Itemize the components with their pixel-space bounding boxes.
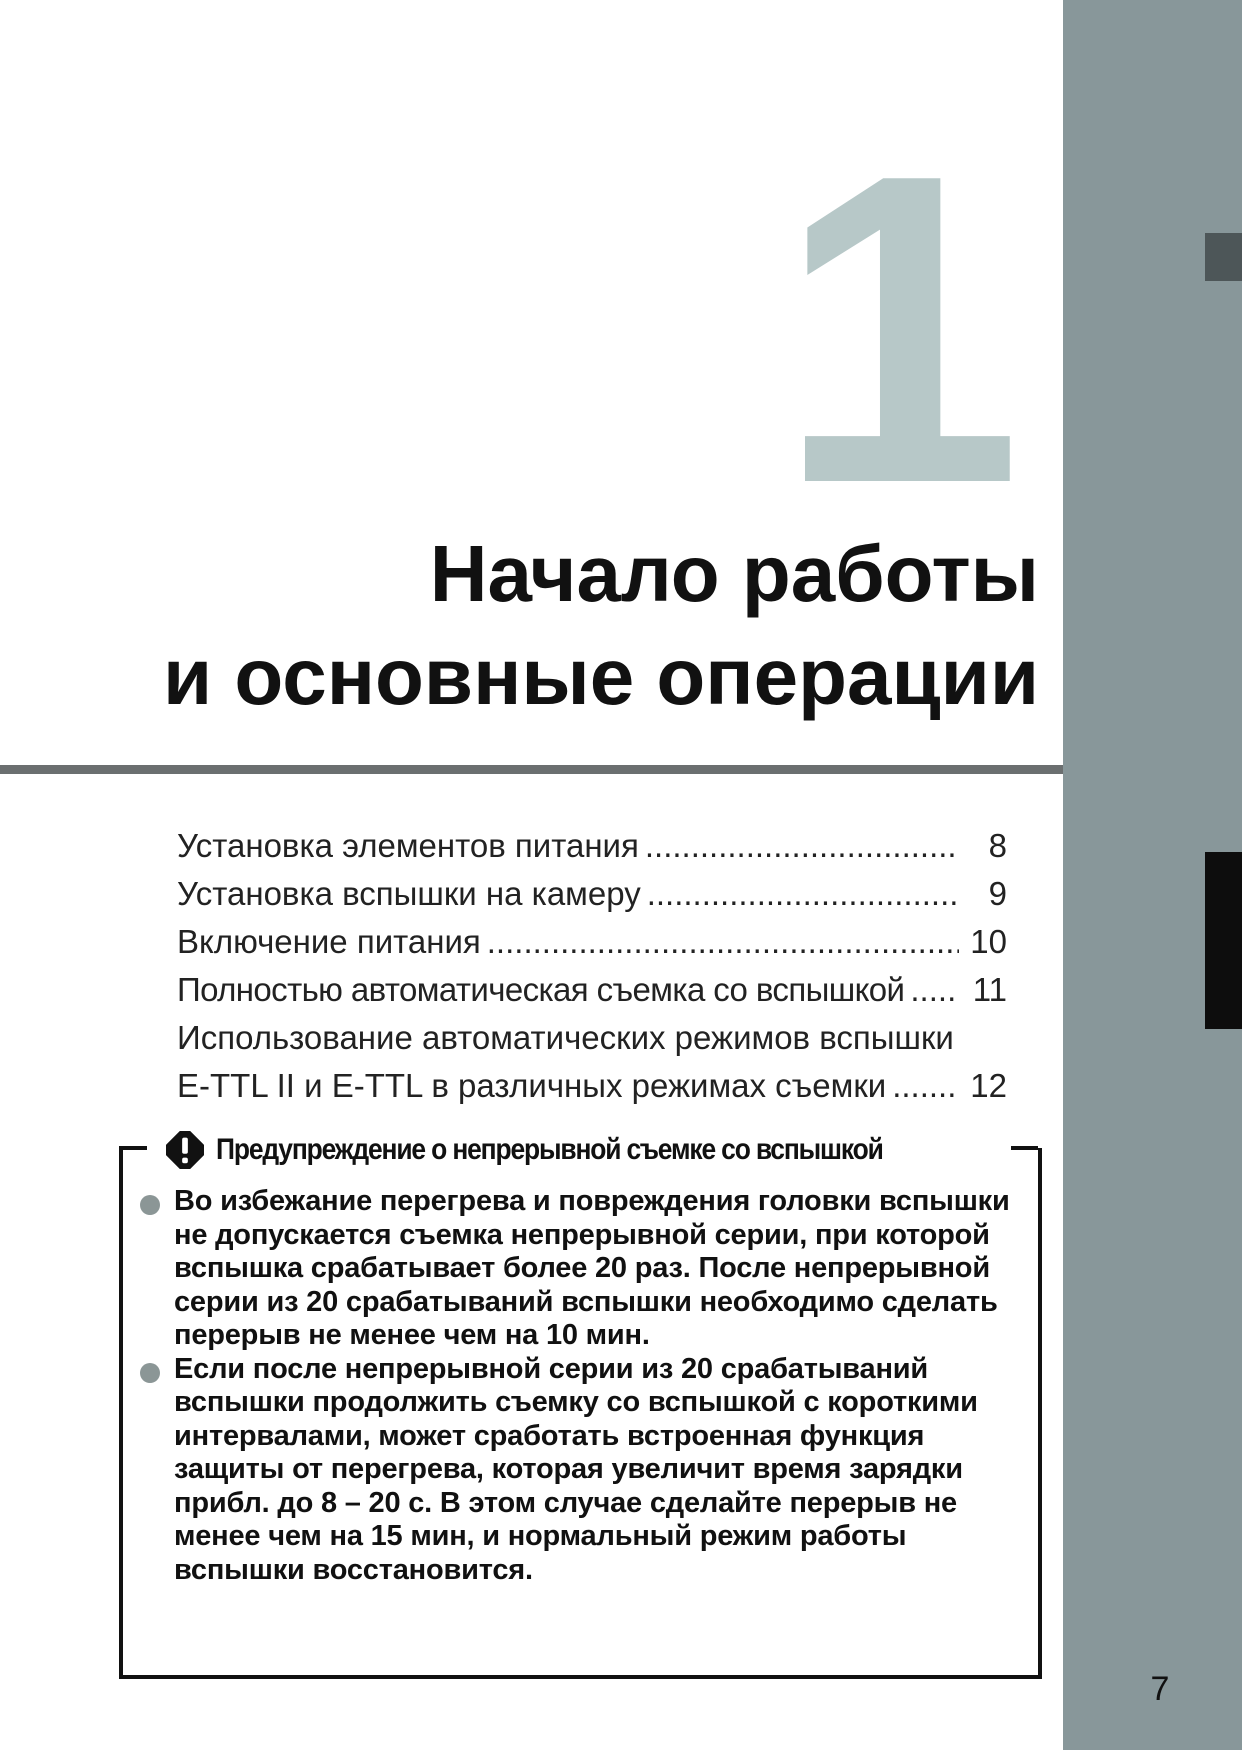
warning-list-item (140, 1185, 1020, 1353)
toc-entry-page: 9 (988, 875, 1007, 912)
toc-leader-dots (645, 822, 959, 870)
toc-entry-page: 12 (970, 1067, 1007, 1104)
toc-leader-dots (487, 918, 959, 966)
page-number: 7 (1150, 1670, 1170, 1708)
toc-entry[interactable] (177, 1014, 1007, 1110)
chapter-title (59, 522, 1039, 728)
toc-entry-label: Включение питания (177, 923, 481, 960)
chapter-number: 1 (777, 84, 1012, 575)
toc-entry-label: Установка вспышки на камеру (177, 875, 641, 912)
toc-entry-row (177, 1014, 1007, 1062)
warning-list (140, 1185, 1020, 1587)
toc-entry-row (177, 1062, 1007, 1110)
toc-entry[interactable] (177, 966, 1007, 1014)
toc-entry-label: Установка элементов питания (177, 827, 639, 864)
toc-leader-dots (647, 870, 959, 918)
warning-title: Предупреждение о непрерывной съемке со вспышкой (216, 1133, 883, 1166)
toc-entry-page: 11 (972, 971, 1007, 1008)
toc-entry[interactable] (177, 822, 1007, 870)
toc-entry-label: Полностью автоматическая съемка со вспышкой (177, 971, 905, 1008)
toc-entry-label-line-2: E-TTL II и E-TTL в различных режимах съемки (177, 1067, 887, 1104)
chapter-title-line-1: Начало работы (429, 529, 1039, 618)
table-of-contents (177, 822, 1007, 1110)
toc-entry[interactable] (177, 870, 1007, 918)
toc-leader-dots (910, 966, 959, 1014)
warning-list-item (140, 1353, 1020, 1588)
toc-entry[interactable] (177, 918, 1007, 966)
chapter-index-tab-current (1205, 852, 1242, 1029)
warning-text: Во избежание перегрева и повреждения головки вспышки не допускается съемка непрерывной серии, при которой вспышка срабатывает более 20 раз. После непрерывной серии из 20 срабатываний вспышки необходимо сделать перерыв не менее чем на 10 мин. (174, 1185, 1010, 1351)
bullet-dot-icon (140, 1195, 160, 1215)
toc-entry-label-line-1: Использование автоматических режимов вспышки (177, 1019, 954, 1056)
chapter-title-line-2: и основные операции (162, 632, 1039, 721)
warning-header (160, 1127, 980, 1173)
caution-icon (166, 1131, 204, 1169)
warning-text: Если после непрерывной серии из 20 срабатываний вспышки продолжить съемку со вспышкой с короткими интервалами, может сработать встроенная функция защиты от перегрева, которая увеличит время зарядки прибл. до 8 – 20 с. В этом случае сделайте перерыв не менее чем на 15 мин, и нормальный режим работы вспышки восстановится. (174, 1352, 978, 1586)
title-divider (0, 765, 1063, 774)
toc-leader-dots (892, 1062, 959, 1110)
toc-entry-page: 8 (988, 827, 1007, 864)
warning-box-top-border-left (119, 1146, 147, 1150)
toc-entry-page: 10 (970, 923, 1007, 960)
warning-box-top-border-right (1011, 1146, 1038, 1150)
chapter-index-tab-upper (1205, 233, 1242, 281)
bullet-dot-icon (140, 1363, 160, 1383)
